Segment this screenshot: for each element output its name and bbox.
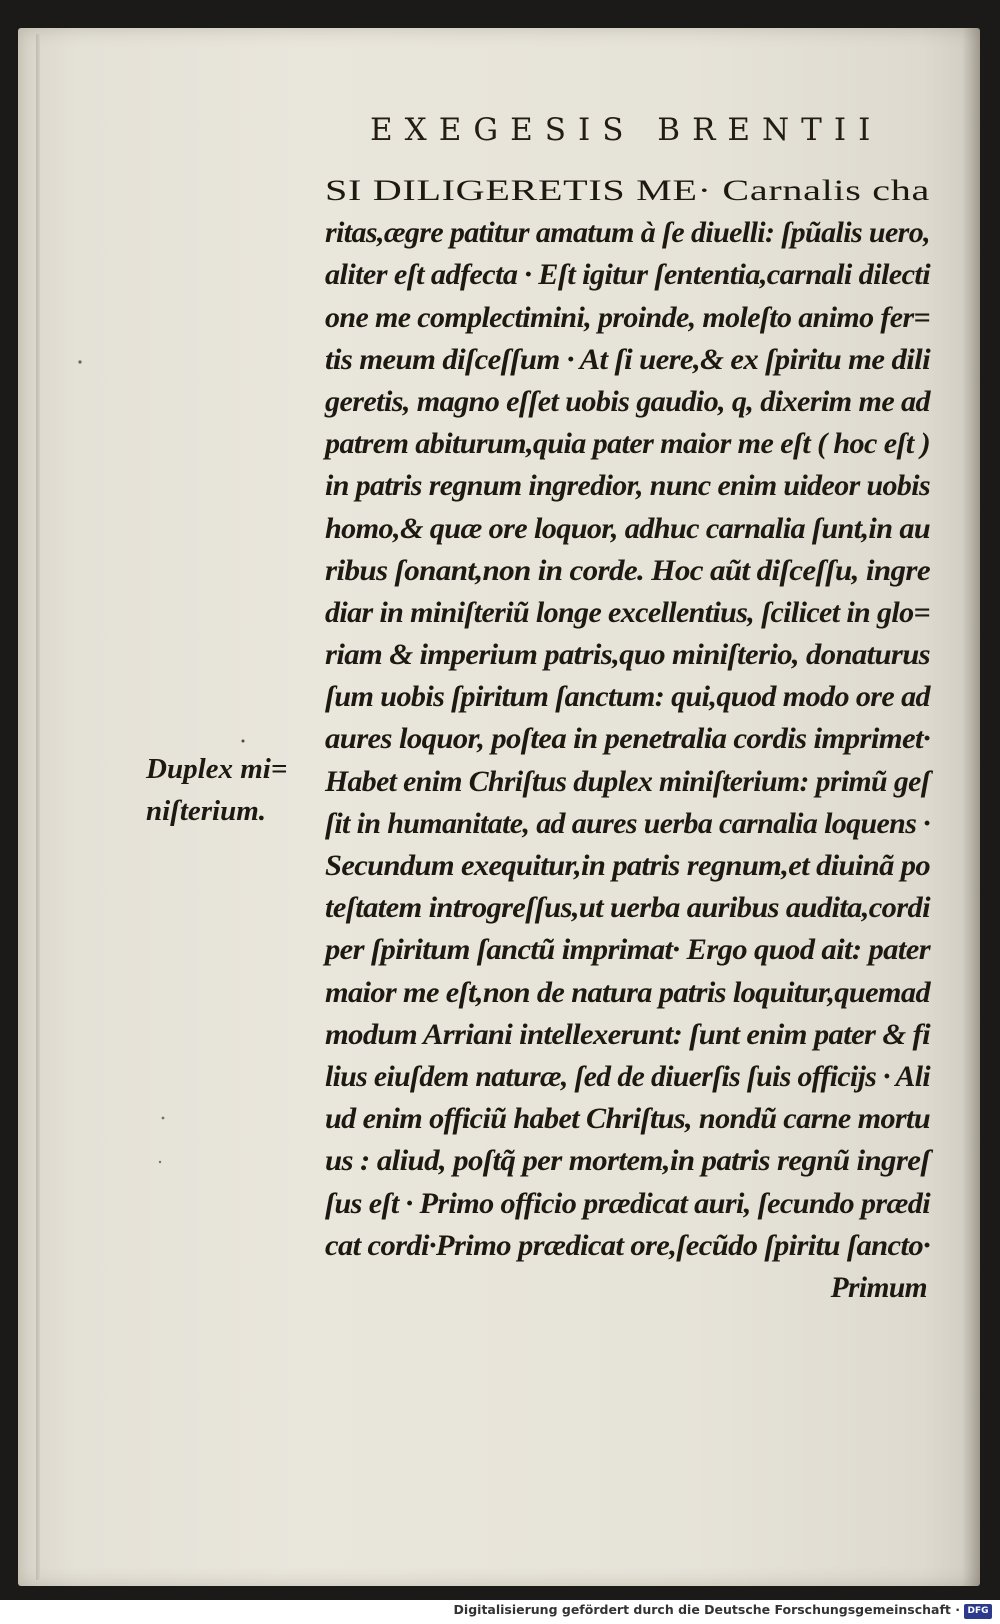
catchword: Primum: [830, 1271, 927, 1304]
page-edge-shadow: [962, 28, 980, 1586]
digitization-footer: [0, 1600, 1000, 1624]
body-line: geretis, magno eſſet uobis gaudio, q, dixerim me ad: [325, 385, 930, 418]
marginal-note-line: niſterium.: [146, 795, 267, 827]
body-line: ſit in humanitate, ad aures uerba carnalia loquens ·: [325, 807, 930, 840]
marginal-note-line: Duplex mi=: [146, 753, 288, 785]
body-text: [325, 170, 935, 1309]
body-line: riam & imperium patris,quo miniſterio, donaturus: [325, 639, 931, 672]
body-line: aliter eſt adfecta · Eſt igitur ſententia,carnali dilecti: [325, 259, 930, 292]
body-line: ſus eſt · Primo officio prædicat auri, ſecundo prædi: [325, 1187, 930, 1220]
body-line: Secundum exequitur,in patris regnum,et diuinã po: [325, 850, 930, 882]
body-line: ſum uobis ſpiritum ſanctum: qui,quod modo ore ad: [325, 681, 930, 714]
marginal-note: [146, 748, 306, 832]
dfg-logo-icon: DFG: [964, 1604, 992, 1619]
body-line: patrem abiturum,quia pater maior me eſt ( hoc eſt ): [325, 428, 930, 461]
body-line: ribus ſonant,non in corde. Hoc aũt diſceſſu, ingre: [325, 554, 930, 587]
body-line: homo,& quæ ore loquor, adhuc carnalia ſunt,in au: [325, 512, 930, 545]
body-line: lius eiuſdem naturæ, ſed de diuerſis ſuis officijs · Ali: [325, 1060, 930, 1093]
body-line: teſtatem introgreſſus,ut uerba auribus audita,cordi: [325, 892, 930, 925]
body-line: modum Arriani intellexerunt: ſunt enim pater & fi: [325, 1018, 930, 1051]
body-line: in patris regnum ingredior, nunc enim uideor uobis: [325, 470, 930, 503]
body-line: cat cordi·Primo prædicat ore,ſecũdo ſpiritu ſancto·: [325, 1229, 930, 1262]
body-line: diar in miniſteriũ longe excellentius, ſcilicet in glo=: [325, 596, 930, 629]
body-line: ritas,ægre patitur amatum à ſe diuelli: ſpũalis uero,: [325, 217, 931, 250]
body-line: per ſpiritum ſanctũ imprimat· Ergo quod ait: pater: [325, 934, 930, 967]
body-line: us : aliud, poſtq̃ per mortem,in patris regnũ ingreſ: [325, 1145, 930, 1178]
body-line: maior me eſt,non de natura patris loquitur,quemad: [325, 976, 930, 1009]
body-line: aures loquor, poſtea in penetralia cordis imprimet·: [325, 723, 930, 756]
body-line: Habet enim Chriſtus duplex miniſterium: primũ geſ: [325, 765, 930, 798]
footer-credit: Digitalisierung gefördert durch die Deutsche Forschungsgemeinschaft ·: [453, 1602, 960, 1617]
body-line: ud enim officiũ habet Chriſtus, nondũ carne mortu: [325, 1103, 930, 1136]
page-gutter: [36, 34, 40, 1580]
body-line-first: SI DILIGERETIS ME· Carnalis cha: [325, 175, 930, 207]
body-line: tis meum diſceſſum · At ſi uere,& ex ſpiritu me dili: [325, 343, 930, 376]
running-head: EXEGESIS BRENTII: [370, 112, 883, 148]
body-line: one me complectimini, proinde, moleſto animo fer=: [325, 301, 930, 334]
